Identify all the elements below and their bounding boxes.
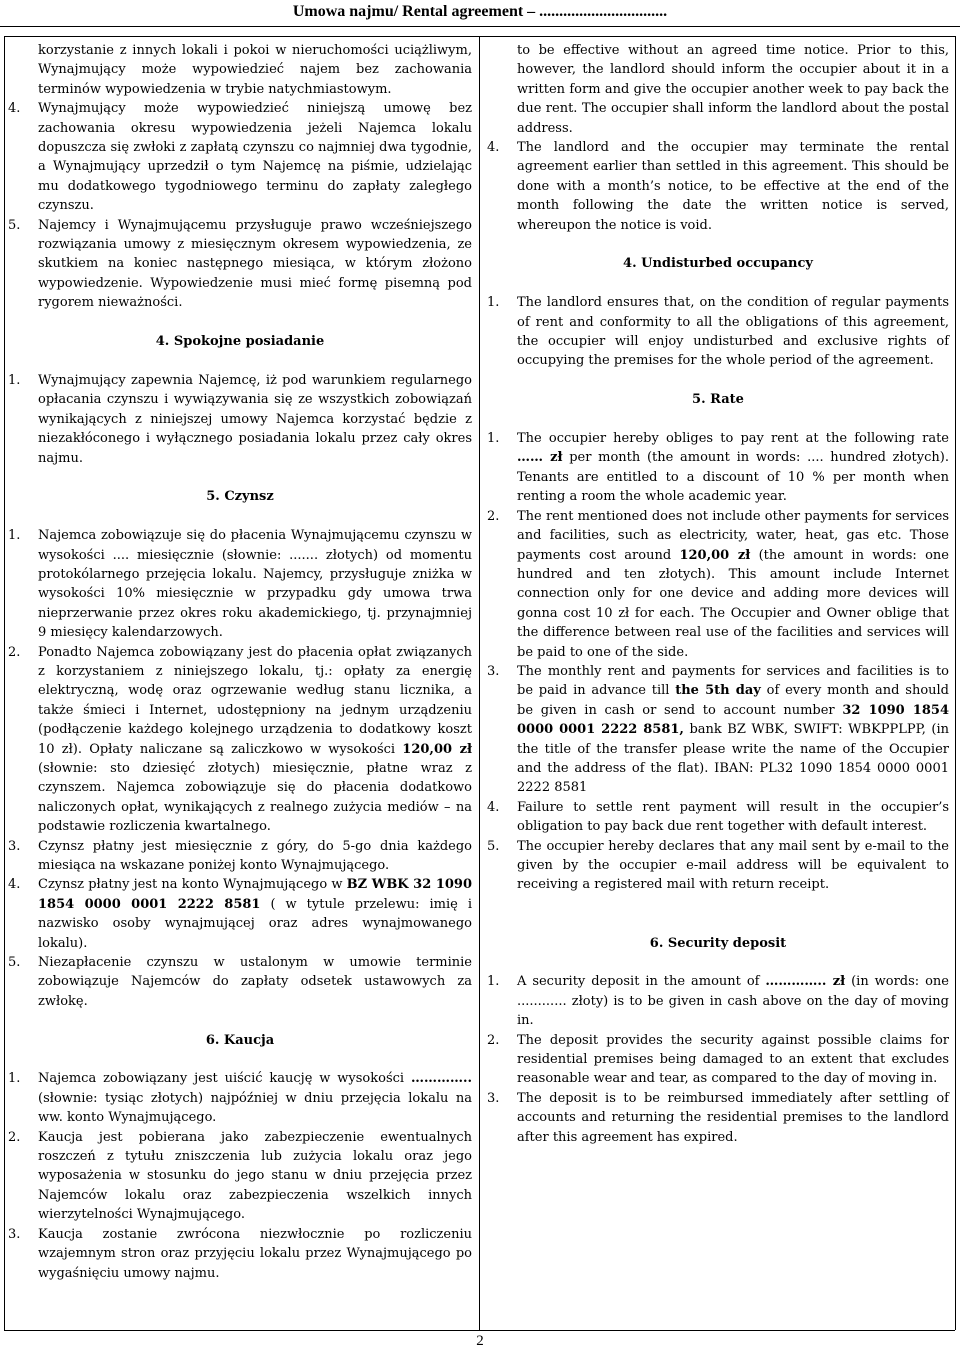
clause-number: 1. bbox=[487, 431, 500, 447]
clause-text: The monthly rent and payments for services and facilities is to be paid in advance till bbox=[517, 663, 949, 699]
clause-number: 3. bbox=[487, 1090, 500, 1106]
table-border-left bbox=[4, 36, 5, 1330]
clause-number: 4. bbox=[487, 140, 500, 156]
clause-number: 5. bbox=[8, 217, 21, 233]
pl-clause-6-1 bbox=[8, 1069, 472, 1127]
pl-clause-6-3 bbox=[8, 1225, 472, 1283]
pl-clause-3-5 bbox=[8, 216, 472, 313]
clause-text: A security deposit in the amount of bbox=[517, 974, 760, 990]
en-clause-5-5 bbox=[487, 837, 949, 895]
clause-number: 1. bbox=[8, 1071, 21, 1087]
clause-number: 5. bbox=[8, 955, 21, 971]
clause-text: Niezapłacenie czynszu w ustalonym w umowie terminie zobowiązuje Najemców do zapłaty odsetek ustawowych za zwłokę. bbox=[38, 955, 472, 1009]
english-column bbox=[487, 41, 949, 1147]
clause-bold-amount: …… zł bbox=[517, 450, 563, 466]
en-section-6-heading: 6. Security deposit bbox=[649, 935, 787, 951]
en-clause-5-2 bbox=[487, 507, 949, 662]
clause-number: 1. bbox=[8, 528, 21, 544]
clause-bold-amount: 120,00 zł bbox=[679, 547, 751, 563]
clause-number: 4. bbox=[8, 877, 21, 893]
clause-number: 4. bbox=[8, 101, 21, 117]
clause-bold-amount: ………….. bbox=[410, 1071, 472, 1087]
clause-text-cont: (the amount in words: one hundred and ten złotych). This amount include Internet connection only for one device and adding more devices will gonna cost 10 zł for each. The Occupier and Owner oblige that the difference between real use of the facilities and services will be paid to one of the side. bbox=[517, 547, 949, 660]
column-divider bbox=[479, 36, 480, 1330]
pl-section-6-heading: 6. Kaucja bbox=[205, 1032, 275, 1048]
clause-number: 3. bbox=[8, 838, 21, 854]
clause-text: Najemcy i Wynajmującemu przysługuje prawo wcześniejszego rozwiązania umowy z miesięcznym okresem wypowiedzenia, ze skutkiem na koniec następnego miesiąca, w którym złożono wypowiedzenie. Wypowiedzenie musi mieć formę pisemną pod rygorem nieważności. bbox=[38, 217, 472, 311]
clause-number: 1. bbox=[487, 974, 500, 990]
en-clause-3-4 bbox=[487, 138, 949, 235]
pl-clause-4-1 bbox=[8, 371, 472, 468]
pl-section-4-heading: 4. Spokojne posiadanie bbox=[155, 334, 325, 350]
pl-section-5-heading: 5. Czynsz bbox=[206, 489, 274, 505]
clause-text: The occupier hereby declares that any mail sent by e-mail to the given by the occupier e-mail address will be equivalent to receiving a registered mail with return receipt. bbox=[517, 838, 949, 893]
pl-clause-5-4 bbox=[8, 875, 472, 953]
clause-text-cont2: bank BZ WBK, SWIFT: WBKPPLPP, (in the title of the transfer please write the name of the Occupier and the address of the flat). IBAN: PL32 1090 1854 0000 0001 2222 8581 bbox=[517, 722, 950, 796]
en-clause-5-1 bbox=[487, 429, 949, 507]
clause-text-cont: (słownie: sto dziesięć złotych) miesięcznie, płatne wraz z czynszem. Najemca zobowiązuje się do płacenia dodatkowo naliczonych opłat, wynikających z realnego zużycia mediów – na podstawie rozliczenia kwartalnego. bbox=[38, 760, 472, 835]
en-section-5-heading: 5. Rate bbox=[692, 392, 744, 408]
clause-number: 2. bbox=[8, 644, 21, 660]
clause-text: Wynajmujący może wypowiedzieć niniejszą umowę bez zachowania okresu wypowiedzenia jeżeli Najemca lokalu dopuszcza się zwłoki z zapłatą czynszu co najmniej dwa tygodnie, a Wynajmujący uprzedził o tym Najemcę na piśmie, udzielając mu dodatkowego tygodniowego terminu do zapłaty zaległego czynszu. bbox=[38, 101, 472, 214]
clause-number: 3. bbox=[8, 1226, 21, 1242]
page-number: 2 bbox=[476, 1333, 484, 1349]
clause-text: The landlord and the occupier may terminate the rental agreement earlier than settled in this agreement. This should be done with a month’s notice, to be effective at the end of the month following the date the written notice is served, whereupon the notice is void. bbox=[517, 140, 949, 233]
pl-clause-5-5 bbox=[8, 953, 472, 1011]
clause-text-cont: ( w tytule przelewu: imię i nazwisko osoby wynajmującej oraz adres wynajmowanego lokalu). bbox=[38, 896, 472, 951]
pl-clause-5-1 bbox=[8, 526, 472, 642]
en-clause-4-1 bbox=[487, 293, 949, 371]
clause-number: 3. bbox=[487, 663, 500, 679]
pl-clause-6-2 bbox=[8, 1128, 472, 1225]
clause-text-cont: of every month and should be given in cash or send to account number bbox=[517, 683, 949, 718]
pl-clause-5-3 bbox=[8, 837, 472, 876]
clause-text: The deposit is to be reimbursed immediately after settling of accounts and returning the residential premises to the landlord after this agreement has expired. bbox=[517, 1090, 949, 1145]
clause-text: Czynsz płatny jest na konto Wynajmującego w bbox=[38, 877, 343, 893]
pl-clause-5-2 bbox=[8, 643, 472, 837]
clause-text: Failure to settle rent payment will result in the occupier’s obligation to pay back due rent together with default interest. bbox=[517, 799, 949, 835]
clause-text-cont: (słownie: tysiąc złotych) najpóźniej w dniu przejęcia lokalu na ww. konto Wynajmującego. bbox=[38, 1090, 472, 1126]
clause-bold-amount: ………….. zł bbox=[765, 974, 846, 990]
clause-bold-account: 32 1090 1854 0000 0001 2222 8581, bbox=[517, 702, 949, 738]
table-border-bottom bbox=[4, 1330, 955, 1331]
clause-text: Najemca zobowiązuje się do płacenia Wynajmującemu czynszu w wysokości .... miesięcznie (słownie: ....... złotych) od momentu protokólarnego przejęcia lokalu. Najemcy, przysługuje zniżka w wysokości 10% miesięcznie w przypadku gdy umowa trwa nieprzerwanie przez okres roku akademickiego, tj. przynajmniej 9 miesięcy kalendarzowych. bbox=[38, 528, 472, 641]
en-clause-5-3 bbox=[487, 662, 949, 798]
clause-number: 4. bbox=[487, 799, 500, 815]
en-clause-6-3 bbox=[487, 1089, 949, 1147]
en-clause-5-4 bbox=[487, 798, 949, 837]
table-border-right bbox=[955, 36, 956, 1330]
clause-text-cont: (in words: one ............ złoty) is to be given in cash above on the day of moving in. bbox=[517, 974, 949, 1029]
document-header-title: Umowa najmu/ Rental agreement – ................................ bbox=[292, 3, 668, 20]
pl-clause-3-4 bbox=[8, 99, 472, 215]
clause-text: The deposit provides the security against possible claims for residential premises being damaged to an extent that excludes reasonable wear and tear, as compared to the day of moving in. bbox=[517, 1032, 949, 1087]
clause-text: Czynsz płatny jest miesięcznie z góry, do 5-go dnia każdego miesiąca na wskazane poniżej konto Wynajmującego. bbox=[38, 838, 472, 873]
clause-text: The rent mentioned does not include other payments for services and facilities, such as electricity, water, heat, gas etc. Those payments cost around bbox=[517, 508, 949, 563]
clause-text: Kaucja jest pobierana jako zabezpieczenie ewentualnych roszczeń z tytułu zniszczenia lub zużycia lokalu oraz jego wyposażenia w stosunku do jego stanu w dniu przejęcia przez Najemców lokalu oraz zabezpieczenia wszelkich innych wierzytelności Wynajmującego. bbox=[38, 1129, 472, 1223]
clause-number: 2. bbox=[487, 1032, 500, 1048]
clause-bold-amount: 120,00 zł bbox=[402, 741, 473, 757]
en-section-4-heading: 4. Undisturbed occupancy bbox=[623, 256, 813, 272]
clause-number: 1. bbox=[487, 295, 500, 311]
clause-number: 2. bbox=[487, 508, 500, 524]
clause-number: 5. bbox=[487, 838, 500, 854]
pl-intro-text: korzystanie z innych lokali i pokoi w nieruchomości uciążliwym, Wynajmujący może wypowiedzieć najem bez zachowania terminów wypowiedzenia w trybie natychmiastowym. bbox=[38, 43, 472, 97]
header-rule bbox=[0, 26, 960, 27]
clause-bold-date: the 5th day bbox=[675, 683, 761, 699]
clause-bold-account: BZ WBK 32 1090 1854 0000 0001 2222 8581 bbox=[38, 877, 473, 912]
en-clause-6-2 bbox=[487, 1031, 949, 1089]
clause-text: Kaucja zostanie zwrócona niezwłocznie po rozliczeniu wzajemnym stron oraz przyjęciu lokalu przez Wynajmującego po wygaśnięciu umowy najmu. bbox=[38, 1226, 472, 1281]
clause-number: 1. bbox=[8, 372, 21, 388]
clause-number: 2. bbox=[8, 1129, 21, 1145]
clause-text: Najemca zobowiązany jest uiścić kaucję w wysokości bbox=[38, 1071, 405, 1087]
polish-column bbox=[8, 41, 472, 1283]
clause-text: The landlord ensures that, on the condition of regular payments of rent and conformity to all the obligations of this agreement, the occupier will enjoy undisturbed and exclusive rights of occupying the premises for the whole period of the agreement. bbox=[517, 295, 949, 369]
clause-text: Ponadto Najemca zobowiązany jest do płacenia opłat związanych z korzystaniem z niniejszego lokalu, tj.: opłaty za energię elektryczną, wodę oraz ogrzewanie według stanu licznika, a także śmieci i Internet, udostępniony na jednym urządzeniu (podłączenie każdego kolejnego urządzenia to dodatkowy koszt 10 zł). Opłaty naliczane są zaliczkowo w wysokości bbox=[38, 644, 472, 757]
clause-text: The occupier hereby obliges to pay rent at the following rate bbox=[517, 431, 949, 447]
en-intro-text: to be effective without an agreed time notice. Prior to this, however, the landlord should inform the occupier about it in a written form and give the occupier another week to pay back the due rent. The occupier shall inform the landlord about the postal address. bbox=[517, 43, 949, 136]
clause-text: Wynajmujący zapewnia Najemcę, iż pod warunkiem regularnego opłacania czynszu i wywiązywania się ze wszystkich zobowiązań wynikających z niniejszej umowy Najemca korzystać będzie z niezakłóconego i wyłącznego posiadania lokalu przez cały okres najmu. bbox=[38, 372, 472, 466]
clause-text-cont: per month (the amount in words: .... hundred złotych). Tenants are entitled to a discount of 10 % per month when renting a room the whole academic year. bbox=[517, 450, 949, 505]
en-clause-6-1 bbox=[487, 972, 949, 1030]
